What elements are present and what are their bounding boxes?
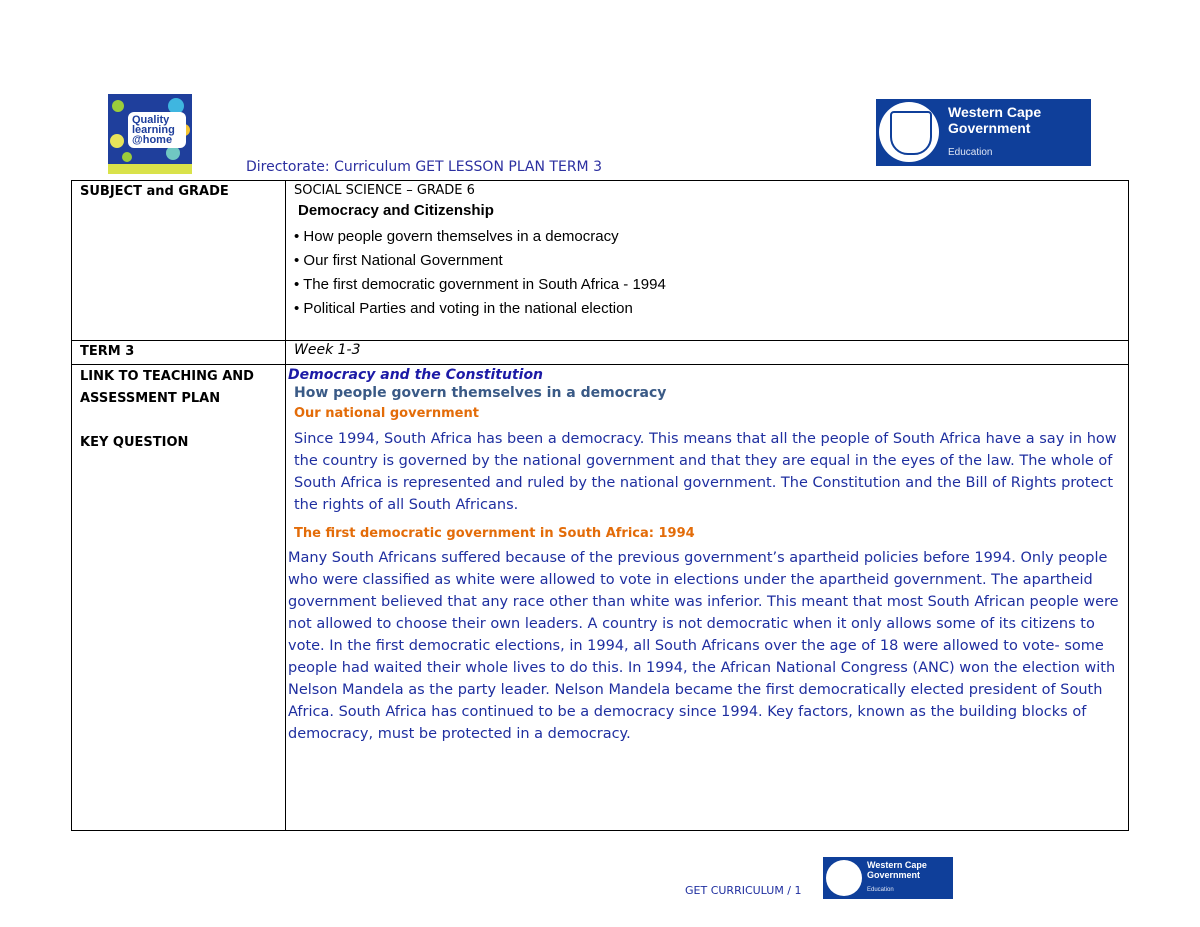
heading-first-democratic-government: The first democratic government in South Africa: 1994 (294, 526, 695, 541)
subject-grade-label: SUBJECT and GRADE (72, 181, 286, 341)
table-row (72, 181, 1129, 341)
subject-grade-content (286, 181, 1129, 341)
wcg-name: Western Cape Government (948, 104, 1042, 136)
crest-icon (879, 102, 939, 162)
ql-logo-strip (108, 164, 192, 174)
lesson-content (286, 365, 1129, 831)
heading-democracy-constitution: Democracy and the Constitution (288, 367, 544, 383)
list-item: • Political Parties and voting in the national election (294, 300, 633, 317)
crest-icon (826, 860, 862, 896)
wcg-sub: Education (948, 147, 993, 158)
subject-line: SOCIAL SCIENCE – GRADE 6 (294, 183, 475, 198)
footer-wcg-sub: Education (867, 887, 894, 893)
term-label: TERM 3 (72, 341, 286, 365)
western-cape-government-logo (876, 99, 1091, 166)
section-heading: Democracy and Citizenship (298, 202, 494, 219)
paragraph-democracy: Since 1994, South Africa has been a democracy. This means that all the people of South Africa have a say in how the country is governed by the national government and that they are equal in the eyes of the law. The whole of South Africa is represented and ruled by the national government. The Constitution and the Bill of Rights protect the rights of all South Africans. (294, 431, 1117, 513)
paragraph-apartheid: Many South Africans suffered because of the previous government’s apartheid policies before 1994. Only people who were classified as white were allowed to vote in elections under the apartheid government. The apartheid government believed that any race other than white was inferior. This meant that most South African people were not allowed to choose their own leaders. A country is not democratic when it only allows some of its citizens to vote. In the first democratic elections, in 1994, all South Africans over the age of 18 were allowed to vote- some people had waited their whole lives to do this. In 1994, the African National Congress (ANC) won the election with Nelson Mandela as the party leader. Nelson Mandela became the first democratically elected president of South Africa. South Africa has continued to be a democracy since 1994. Key factors, known as the building blocks of democracy, must be protected in a democracy. (288, 550, 1119, 742)
lesson-plan-table (71, 180, 1129, 831)
footer-page-label: GET CURRICULUM / 1 (685, 884, 802, 897)
term-content (286, 341, 1129, 365)
table-row (72, 365, 1129, 831)
quality-learning-logo (108, 94, 192, 174)
link-to-teaching-label: LINK TO TEACHING AND ASSESSMENT PLAN (80, 369, 254, 406)
table-row (72, 341, 1129, 365)
footer-wcg-name: Western Cape Government (867, 860, 927, 880)
week-label: Week 1-3 (294, 342, 361, 358)
heading-how-people-govern: How people govern themselves in a democracy (294, 385, 667, 401)
link-key-label-cell (72, 365, 286, 831)
key-question-label: KEY QUESTION (80, 435, 189, 450)
list-item: • How people govern themselves in a democracy (294, 228, 619, 245)
directorate-title: Directorate: Curriculum GET LESSON PLAN TERM 3 (246, 159, 602, 175)
footer-wcg-logo (823, 857, 953, 899)
list-item: • The first democratic government in South Africa - 1994 (294, 276, 666, 293)
heading-national-government: Our national government (294, 406, 479, 421)
ql-logo-text: Quality learning @home (128, 112, 186, 148)
list-item: • Our first National Government (294, 252, 503, 269)
